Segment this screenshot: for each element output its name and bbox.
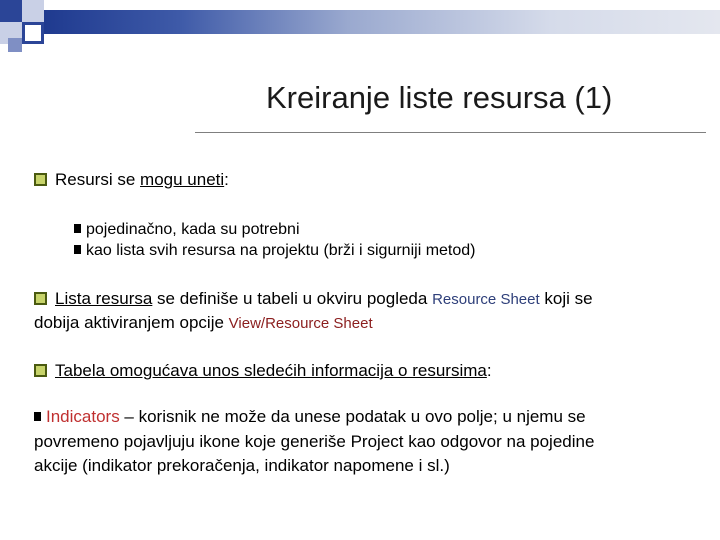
paragraph-indicators: Indicators – korisnik ne može da unese podatak u ovo polje; u njemu se <box>34 407 586 427</box>
paragraph-resource-list-line2: dobija aktiviranjem opcije View/Resource Sheet <box>34 313 373 332</box>
small-square-bullet-icon <box>74 224 81 233</box>
sub-item: pojedinačno, kada su potrebni <box>74 220 300 240</box>
square-bullet-icon <box>34 364 47 377</box>
deco-square <box>0 0 22 22</box>
indicators-term: Indicators <box>46 407 120 426</box>
menu-path-term: View/Resource Sheet <box>228 315 373 332</box>
square-bullet-icon <box>34 292 47 305</box>
small-square-bullet-icon <box>34 412 41 421</box>
paragraph-table-info: Tabela omogućava unos sledećih informacija o resursima: <box>34 361 492 381</box>
slide-title: Kreiranje liste resursa (1) <box>266 80 613 115</box>
square-bullet-icon <box>34 173 47 186</box>
resource-sheet-term: Resource Sheet <box>432 291 540 308</box>
small-square-bullet-icon <box>74 245 81 254</box>
sub-item: kao lista svih resursa na projektu (brži i sigurniji metod) <box>74 241 475 261</box>
deco-square <box>8 38 22 52</box>
paragraph-resources: Resursi se mogu uneti: <box>34 170 229 190</box>
paragraph-indicators-line3: akcije (indikator prekoračenja, indikator napomene i sl.) <box>34 456 450 475</box>
header-gradient-bar <box>44 10 720 34</box>
deco-square <box>22 0 44 22</box>
paragraph-resource-list: Lista resursa se definiše u tabeli u okviru pogleda Resource Sheet koji se <box>34 289 593 310</box>
paragraph-indicators-line2: povremeno pojavljuju ikone koje generiše Project kao odgovor na pojedine <box>34 432 595 451</box>
deco-square <box>22 22 44 44</box>
title-divider <box>195 132 706 133</box>
